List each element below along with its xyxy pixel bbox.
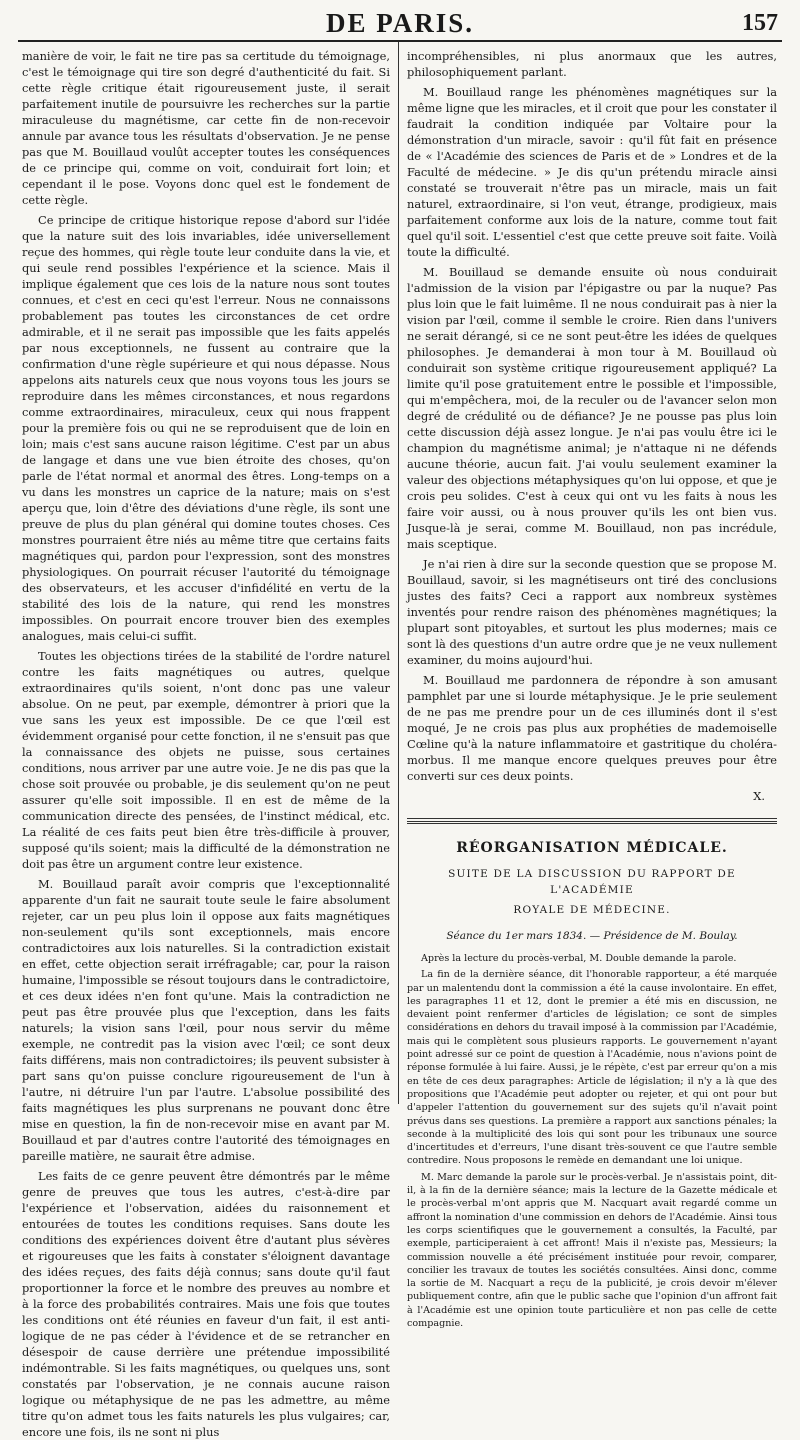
left-column <box>22 48 390 1440</box>
article-title: RÉORGANISATION MÉDICALE. <box>456 840 728 856</box>
page-number: 157 <box>742 9 778 36</box>
paragraph: Je n'ai rien à dire sur la seconde question que se propose M. Bouillaud, savoir, si les magnétiseurs ont tiré des conclusions justes des faits? Ceci a rapport aux nombreux systèmes inventés pour rendre raison des phénomènes magnétiques; la plupart sont pitoyables, et surtout les plus modernes; mais ce sont là des questions d'un autre ordre que je ne veux nullement examiner, du moins aujourd'hui. <box>407 557 777 667</box>
paragraph: Ce principe de critique historique repose d'abord sur l'idée que la nature suit des lois invariables, idée universellement reçue des hommes, qui règle toute leur conduite dans la vie, et qui seule rend possibles l'expérience et la science. Mais il implique également que ces lois de la nature nous sont toutes connues, et c'est en ceci qu'est l'erreur. Nous ne connaissons probablement pas toutes les circonstances de cet ordre admirable, et il ne serait pas impossible que les faits appelés par nous exceptionnels, ne fussent au contraire que la confirmation d'une règle supérieure et qui nous dépasse. Nous appelons aits naturels ceux que nous voyons tous les jours se reproduire dans les mêmes circonstances, et nous regardons comme extraordinaires, miraculeux, ceux qui nous frappent pour la première fois ou qui ne se reproduisent que de loin en loin; mais c'est sans aucune raison légitime. C'est par un abus de langage et dans une vue bien étroite des choses, qu'on parle de l'état normal et anormal des êtres. Long-temps on a vu dans les monstres un caprice de la nature; mais on s'est aperçu que, loin d'être des déviations d'une règle, ils sont une preuve de plus du plan général qui domine toutes choses. Ces monstres pourraient être niés au même titre que certains faits magnétiques qui, pardon pour l'expression, sont des monstres physiologiques. On pourrait récuser l'autorité du témoignage des observateurs, et les accuser d'infidélité en vertu de la stabilité des lois de la nature, qui rend les monstres impossibles. On pourrait encore trouver bien des exemples analogues, mais celui-ci suffit. <box>22 213 390 643</box>
session-heading: Séance du 1er mars 1834. — Présidence de M. Boulay. <box>446 930 738 942</box>
paragraph: La fin de la dernière séance, dit l'honorable rapporteur, a été marquée par un malentendu dont la commission a été la cause involontaire. En effet, les paragraphes 11 et 12, dont le premier a été mis en discussion, ne devaient point renfermer d'articles de législation; ce sont de simples considérations en dehors du travail imposé à la commission par l'Académie, mais qui le complètent sous plusieurs rapports. Le gouvernement n'ayant point adressé sur ce point de question à l'Académie, nous n'avions point de réponse formulée à lui faire. Aussi, je le répète, c'est par erreur qu'on a mis en tête de ces deux paragraphes: Article de législation; il n'y a là que des propositions que l'Académie peut adopter ou rejeter, et qui ont pour but d'appeler l'attention du gouvernement sur des sujets qu'il n'avait point prévus dans ses questions. La première a rapport aux sanctions pénales; la seconde à la multiplicité des lois qui sont pour les tribunaux une source d'incertitudes et d'erreurs, l'une disant très-souvent ce que l'autre semble contredire. Nous proposons le remède en demandant une loi unique. <box>407 969 778 1167</box>
paragraph: manière de voir, le fait ne tire pas sa certitude du témoignage, c'est le témoignage qui tire son degré d'authenticité du fait. Si cette règle critique était rigoureusement juste, il serait parfaitement inutile de poursuivre les recherches sur la partie miraculeuse du magnétisme, car cette fin de non-recevoir annule par avance tous les résultats d'observation. Je ne pense pas que M. Bouillaud voulût accepter toutes les conséquences de ce principe qui, comme on voit, conduirait fort loin; et cependant il le pose. Voyons donc quel est le fondement de cette règle. <box>22 49 390 207</box>
article-subtitle-continued: ROYALE DE MÉDECINE. <box>513 904 671 916</box>
article-subtitle: SUITE DE LA DISCUSSION DU RAPPORT DE L'ACADÉMIE <box>448 868 736 896</box>
paragraph: M. Bouillaud se demande ensuite où nous conduirait l'admission de la vision par l'épigastre ou par la nuque? Pas plus loin que le fait luimême. Il ne nous conduirait pas à nier la vision par l'œil, comme il semble le croire. Rien dans l'univers ne serait dérangé, si ce ne sont peut-être les idées de quelques philosophes. Je demanderai à mon tour à M. Bouillaud où conduirait son système critique rigoureusement appliqué? La limite qu'il pose gratuitement entre le possible et l'impossible, qui m'empêchera, moi, de la reculer ou de l'avancer selon mon degré de crédulité ou de défiance? Je ne pousse pas plus loin cette discussion déjà assez longue. Je n'ai pas voulu être ici le champion du magnétisme animal; je n'attaque ni ne défends aucune théorie, aucun fait. J'ai voulu seulement examiner la valeur des objections métaphysiques qu'on lui oppose, et que je crois peu solides. C'est à ceux qui ont vu les faits à nous les faire voir aussi, ou à nous prouver qu'ils les ont bien vus. Jusque-là je serai, comme M. Bouillaud, non pas incrédule, mais sceptique. <box>407 265 777 551</box>
paragraph: Après la lecture du procès-verbal, M. Double demande la parole. <box>421 953 737 964</box>
right-column <box>407 48 777 1330</box>
paragraph: incompréhensibles, ni plus anormaux que les autres, philosophiquement parlant. <box>407 49 777 79</box>
column-divider <box>398 42 399 1104</box>
page-title: DE PARIS. <box>325 7 475 38</box>
paragraph: M. Bouillaud range les phénomènes magnétiques sur la même ligne que les miracles, et il croit que pour les constater il faudrait la condition indiquée par Voltaire pour la démonstration d'un miracle, savoir : qu'il fût fait en présence de « l'Académie des sciences de Paris et de » Londres et de la Faculté de médecine. » Je dis qu'un prétendu miracle ainsi constaté se trouverait n'être pas un miracle, mais un fait naturel, extraordinaire, si l'on veut, étrange, prodigieux, mais parfaitement conforme aux lois de la nature, comme tout fait quel qu'il soit. L'essentiel c'est que cette preuve soit faite. Voilà toute la difficulté. <box>407 85 777 259</box>
paragraph: Les faits de ce genre peuvent être démontrés par le même genre de preuves que tous les autres, c'est-à-dire par l'expérience et l'observation, aidées du raisonnement et entourées de toutes les conditions requises. Sans doute les conditions des expériences doivent être d'autant plus sévères et rigoureuses que les faits à constater s'éloignent davantage des idées reçues, des faits déjà connus; sans doute qu'il faut proportionner la force et le nombre des preuves au nombre et à la force des probabilités contraires. Mais une fois que toutes les conditions ont été réunies en faveur d'un fait, il est anti-logique de ne pas céder à l'évidence et de se retrancher en désespoir de cause derrière une prétendue impossibilité indémontrable. Si les faits magnétiques, ou quelques uns, sont constatés par l'observation, je ne connais aucune raison logique ou métaphysique de ne pas les admettre, au même titre qu'on admet tous les faits naturels les plus vulgaires; car, encore une fois, ils ne sont ni plus <box>22 1169 390 1439</box>
author-signature: X. <box>753 789 765 803</box>
section-divider-double <box>407 821 777 824</box>
paragraph: M. Bouillaud me pardonnera de répondre à son amusant pamphlet par une si lourde métaphysique. Je le prie seulement de ne pas me prendre pour un de ces illuminés dont il s'est moqué, Je ne crois pas plus aux prophéties de mademoiselle Cœline qu'à la nature inflammatoire et gastritique du choléra-morbus. Il me manque encore quelques preuves pour être converti sur ces deux points. <box>407 673 777 783</box>
paragraph: Toutes les objections tirées de la stabilité de l'ordre naturel contre les faits magnétiques ou autres, quelque extraordinaires qu'ils soient, n'ont donc pas une valeur absolue. On ne peut, par exemple, démontrer à priori que la vue sans les yeux est impossible. De ce que l'œil est évidemment organisé pour cette fonction, il ne s'ensuit pas que la connaissance des objets ne puisse, sous certaines conditions, nous arriver par une autre voie. Je ne dis pas que la chose soit prouvée ou probable, je dis seulement qu'on ne peut assurer qu'elle soit impossible. Il en est de même de la communication directe des pensées, de l'instinct médical, etc. La réalité de ces faits peut bien être très-difficile à prouver, supposé qu'ils soient; mais la difficulté de la démonstration ne doit pas être un argument contre leur existence. <box>22 649 390 871</box>
paragraph: M. Marc demande la parole sur le procès-verbal. Je n'assistais point, dit-il, à la fin de la dernière séance; mais la lecture de la Gazette médicale et le procès-verbal m'ont appris que M. Nacquart avait regardé comme un affront la nomination d'une commission en dehors de l'Académie. Ainsi tous les corps scientifiques que le gouvernement a consultés, la Faculté, par exemple, participeraient à cet affront! Mais il n'existe pas, Messieurs; la commission nouvelle a été précisément instituée pour revoir, comparer, concilier les travaux de toutes les sociétés consultées. Ainsi donc, comme la sortie de M. Nacquart a reçu de la publicité, je crois devoir m'élever publiquement contre, afin que le public sache que l'opinion d'un affront fait à l'Académie est une opinion toute particulière et non pas celle de cette compagnie. <box>407 1171 777 1330</box>
page-header <box>18 6 782 42</box>
paragraph: M. Bouillaud paraît avoir compris que l'exceptionnalité apparente d'un fait ne saurait toute seule le faire absolument rejeter, car un peu plus loin il oppose aux faits magnétiques non-seulement qu'ils sont exceptionnels, mais encore contradictoires aux lois naturelles. Si la contradiction existait en effet, cette objection serait irréfragable; car, pour la raison humaine, l'impossible se résout toujours dans le contradictoire, et ces deux idées n'en font qu'une. Mais la contradiction ne peut pas être prouvée plus que l'exception, dans les faits naturels; la vision sans l'œil, pour nous servir du même exemple, ne contredit pas la vision avec l'œil; ce sont deux faits différens, mais non contradictoires; ils peuvent subsister à part sans qu'on puisse conclure rigoureusement de l'un à l'autre, ni détruire l'un par l'autre. L'absolue possibilité des faits magnétiques les plus surprenans ne pouvant donc être mise en question, la fin de non-recevoir mise en avant par M. Bouillaud et par d'autres contre l'autorité des témoignages en pareille matière, ne saurait être admise. <box>22 877 391 1163</box>
article-body <box>407 952 777 1330</box>
section-divider <box>407 818 777 819</box>
